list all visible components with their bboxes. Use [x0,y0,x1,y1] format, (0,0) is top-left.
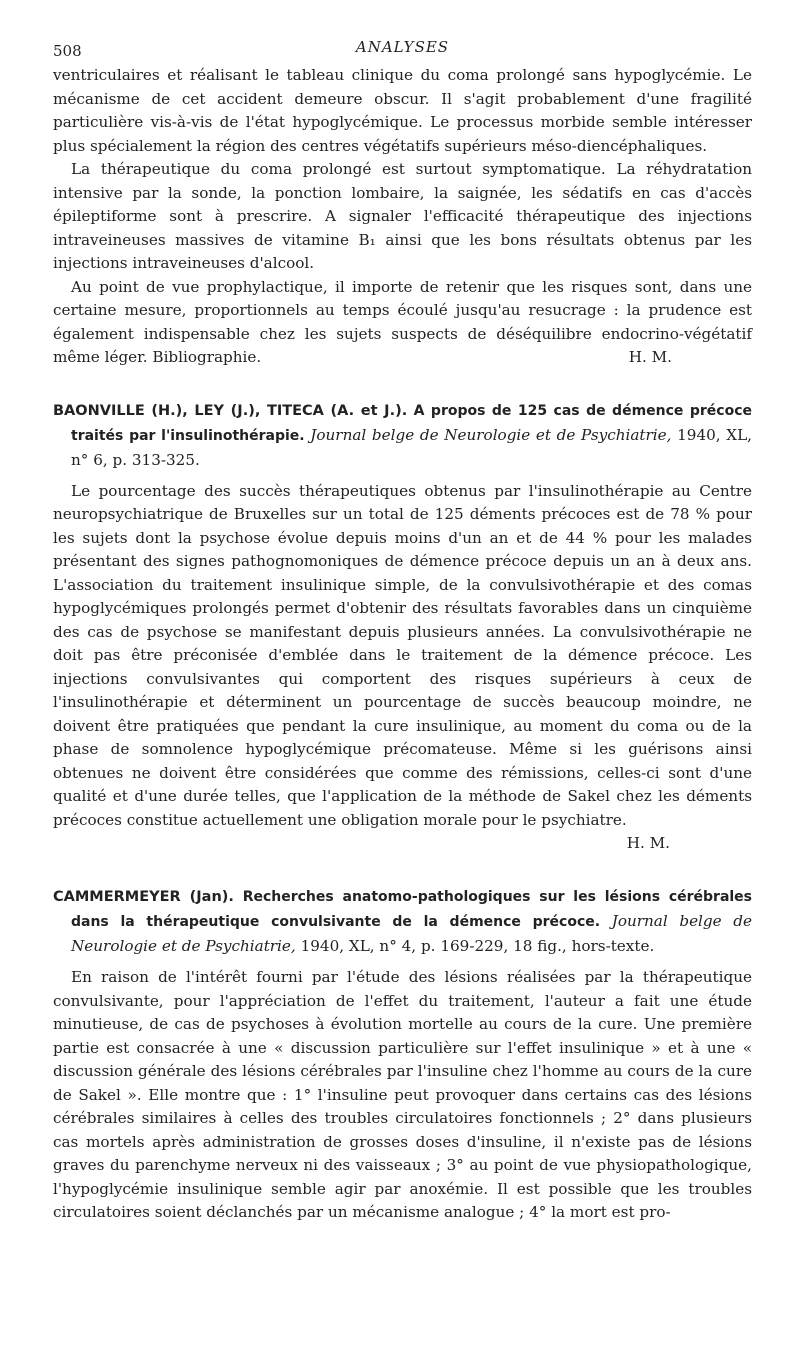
entry-1-citation: 1940, XL, n° 6, p. 313-325. [71,425,753,469]
entry-1-journal: Journal belge de Neurologie et de Psychiatrie, [310,425,672,444]
page-number: 508 [53,42,82,60]
entry-1-authors: BAONVILLE (H.), LEY (J.), TITECA (A. et J.). [53,402,408,419]
review-entry-1 [53,398,752,855]
page-header [53,38,752,64]
entry-1-title: A propos de 125 cas de démence précoce traités par l'insulinothérapie. [71,402,752,444]
entry-1-signature: H. M. [626,834,670,852]
carryover-section [53,64,752,370]
entry-2-journal: Journal belge de Neurologie et de Psychiatrie, [71,912,752,955]
review-entry-2 [53,884,752,1225]
entry-2-heading [53,884,752,958]
entry-2-body: En raison de l'intérêt fourni par l'étude des lésions réalisées par la thérapeutique convulsivante, pour l'appréciation de l'effet du traitement, l'auteur a fait une étude minutieuse, de cas de psychoses à évolution mortelle au cours de la cure. Une première partie est consacrée à une « discussion particulière sur l'effet insulinique » et à une « discussion générale des lésions cérébrales par l'insuline chez l'homme au cours de la cure de Sakel ». Elle montre que : 1° l'insuline peut provoquer dans certains cas des lésions cérébrales similaires à celles des troubles circulatoires fonctionnels ; 2° dans plusieurs cas mortels après administration de grosses doses d'insuline, il n'existe pas de lésions graves du parenchyme nerveux ni des vaisseaux ; 3° au point de vue physiopathologique, l'hypoglycémie insulinique semble agir par anoxémie. Il est possible que les troubles circulatoires soient déclanchés par un mécanisme analogue ; 4° la mort est pro- [53,968,752,1221]
carryover-paragraph-1: ventriculaires et réalisant le tableau clinique du coma prolongé sans hypoglycémie. Le mécanisme de cet accident demeure obscur. Il s'agit probablement d'une fragilité particulière vis-à-vis de l'état hypoglycémique. Le processus morbide semble intéresser plus spécialement la région des centres végétatifs supérieurs méso-diencéphaliques. [53,66,752,155]
carryover-signature: H. M. [628,348,672,366]
carryover-paragraph-2: La thérapeutique du coma prolongé est surtout symptomatique. La réhydratation intensive par la sonde, la ponction lombaire, la saignée, les sédatifs en cas d'accès épileptiforme sont à prescrire. A signaler l'efficacité thérapeutique des injections intraveineuses massives de vitamine B₁ ainsi que les bons résultats obtenus par les injections intraveineuses d'alcool. [53,160,752,272]
entry-2-citation: 1940, XL, n° 4, p. 169-229, 18 fig., hors-texte. [300,937,655,955]
carryover-paragraph-3: Au point de vue prophylactique, il importe de retenir que les risques sont, dans une certaine mesure, proportionnels au temps écoulé jusqu'au resucrage : la prudence est également indispensable chez les sujets suspects de déséquilibre endocrino-végétatif même léger. Bibliographie. H. M. [53,276,752,370]
entry-1-heading [53,398,752,472]
entry-1-body: Le pourcentage des succès thérapeutiques obtenus par l'insulinothérapie au Centre neuropsychiatrique de Bruxelles sur un total de 125 déments précoces est de 78 % pour les sujets dont la psychose évolue depuis moins d'un an et de 44 % pour les malades présentant des signes pathognomoniques de démence précoce depuis un an à deux ans. L'association du traitement insulinique simple, de la convulsivothérapie et des comas hypoglycémiques prolongés permet d'obtenir des résultats favorables dans un cinquième des cas de psychose se manifestant depuis plusieurs années. La convulsivothérapie ne doit pas être préconisée d'emblée dans le traitement de la démence précoce. Les injections convulsivantes qui comportent des risques supérieurs à ceux de l'insulinothérapie et déterminent un pourcentage de succès beaucoup moindre, ne doivent être pratiquées que pendant la cure insulinique, au moment du coma ou de la phase de somnolence hypoglycémique précomateuse. Même si les guérisons ainsi obtenues ne doivent être considérées que comme des rémissions, celles-ci sont d'une qualité et d'une durée telles, que l'application de la méthode de Sakel chez les déments précoces constitue actuellement une obligation morale pour le psychiatre. [53,481,752,829]
entry-2-authors: CAMMERMEYER (Jan). [53,889,234,905]
entry-2-title: Recherches anatomo-pathologiques sur les lésions cérébrales dans la thérapeutique convulsivante de la démence précoce. [71,889,753,930]
running-head: ANALYSES [355,38,450,56]
